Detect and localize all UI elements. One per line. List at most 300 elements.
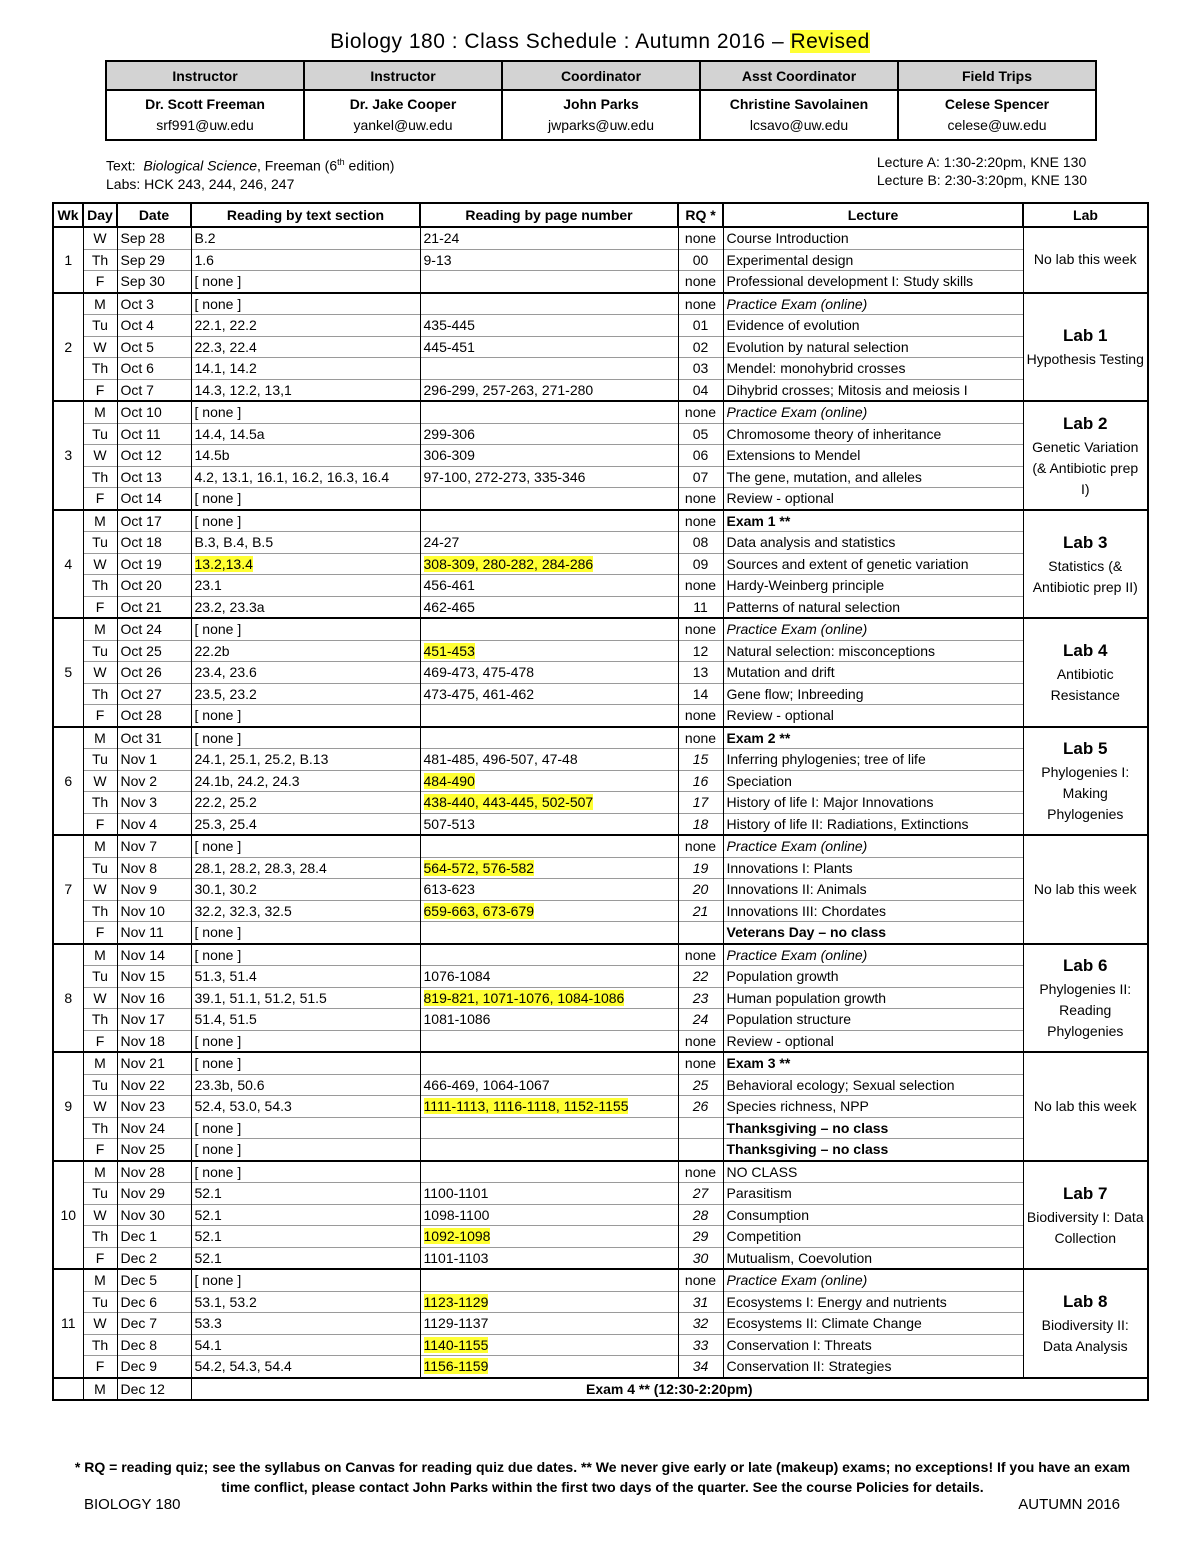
lecture-cell: Review - optional: [723, 705, 1023, 727]
day-cell: M: [83, 1052, 117, 1074]
page-number-cell: [420, 445, 678, 467]
text-section: [ none ]: [194, 838, 242, 855]
lecture-cell: Practice Exam (online): [723, 401, 1023, 423]
date-cell: Oct 11: [117, 423, 191, 445]
page-number-cell: [420, 900, 678, 922]
table-row: [53, 271, 1148, 293]
lecture-cell: Review - optional: [723, 488, 1023, 510]
lab-description: No lab this week: [1033, 251, 1137, 268]
page-number-cell: [420, 1313, 678, 1335]
lecture-cell: History of life I: Major Innovations: [723, 792, 1023, 814]
date-cell: Nov 8: [117, 857, 191, 879]
text-section: 23.3b, 50.6: [194, 1076, 265, 1093]
table-row: [53, 922, 1148, 944]
text-section-cell: [191, 683, 420, 705]
lab-cell: [1023, 1269, 1148, 1378]
text-section-cell: [191, 792, 420, 814]
lecture-cell: Speciation: [723, 770, 1023, 792]
page-numbers: 481-485, 496-507, 47-48: [423, 751, 578, 768]
rq-cell: 09: [678, 553, 723, 575]
table-row: [53, 1247, 1148, 1269]
lecture-cell: Thanksgiving – no class: [723, 1139, 1023, 1161]
week-number: 9: [53, 1052, 83, 1161]
page-number-cell: [420, 1139, 678, 1161]
rq-cell: none: [678, 510, 723, 532]
text-section-cell: [191, 813, 420, 835]
date-cell: Dec 5: [117, 1269, 191, 1291]
day-cell: Th: [83, 683, 117, 705]
text-section-cell: [191, 227, 420, 249]
lecture-cell: Competition: [723, 1226, 1023, 1248]
lab-cell: [1023, 227, 1148, 293]
rq-cell: none: [678, 293, 723, 315]
date-cell: Dec 2: [117, 1247, 191, 1269]
date-cell: Oct 5: [117, 336, 191, 358]
textbook-line: [106, 153, 394, 175]
text-section-cell: [191, 1074, 420, 1096]
text-section-cell: [191, 1269, 420, 1291]
page-numbers: 1098-1100: [423, 1206, 490, 1223]
week-number: [53, 1378, 83, 1401]
rq-cell: 14: [678, 683, 723, 705]
table-row: [53, 1009, 1148, 1031]
text-section-cell: [191, 749, 420, 771]
text-section: [ none ]: [194, 924, 242, 941]
table-row: [53, 510, 1148, 532]
staff-email[interactable]: yankel@uw.edu: [353, 117, 453, 133]
rq-cell: 24: [678, 1009, 723, 1031]
date-cell: Oct 13: [117, 466, 191, 488]
text-section: 22.1, 22.2: [194, 317, 257, 334]
rq-cell: 05: [678, 423, 723, 445]
date-cell: Oct 6: [117, 358, 191, 380]
text-section: [ none ]: [194, 273, 242, 290]
rq-cell: none: [678, 727, 723, 749]
text-section-cell: [191, 510, 420, 532]
text-section: 24.1b, 24.2, 24.3: [194, 772, 300, 789]
date-cell: Dec 7: [117, 1313, 191, 1335]
text-section: 52.1: [194, 1228, 222, 1245]
text-section-cell: [191, 271, 420, 293]
page-numbers: 469-473, 475-478: [423, 664, 535, 681]
lab-description: Biodiversity I: Data Collection: [1026, 1208, 1144, 1246]
day-cell: Tu: [83, 857, 117, 879]
lecture-cell: Mendel: monohybrid crosses: [723, 358, 1023, 380]
rq-cell: 22: [678, 966, 723, 988]
day-cell: Th: [83, 1334, 117, 1356]
day-cell: M: [83, 1161, 117, 1183]
week-number: 6: [53, 727, 83, 836]
page-number-cell: [420, 379, 678, 401]
page-number-cell: [420, 575, 678, 597]
table-row: [53, 401, 1148, 423]
day-cell: M: [83, 293, 117, 315]
text-section-cell: [191, 857, 420, 879]
staff-name: Dr. Jake Cooper: [349, 96, 457, 112]
day-cell: M: [83, 727, 117, 749]
lecture-cell: Thanksgiving – no class: [723, 1117, 1023, 1139]
table-row: [53, 1096, 1148, 1118]
text-section: 1.6: [194, 251, 214, 268]
lecture-cell: Chromosome theory of inheritance: [723, 423, 1023, 445]
lecture-cell: Course Introduction: [723, 227, 1023, 249]
textbook-title: Biological Science: [143, 157, 257, 174]
table-row: [53, 1226, 1148, 1248]
rq-cell: 19: [678, 857, 723, 879]
page-number-cell: [420, 1356, 678, 1378]
page-numbers: 438-440, 443-445, 502-507: [423, 794, 594, 811]
table-row: [53, 683, 1148, 705]
text-section: 54.1: [194, 1336, 222, 1353]
text-section-cell: [191, 1096, 420, 1118]
title-text: Biology 180 : Class Schedule : Autumn 2016 –: [330, 30, 791, 53]
date-cell: Oct 28: [117, 705, 191, 727]
page-number-cell: [420, 401, 678, 423]
day-cell: Th: [83, 249, 117, 271]
text-section: 22.3, 22.4: [194, 338, 257, 355]
day-cell: M: [83, 618, 117, 640]
lecture-cell: The gene, mutation, and alleles: [723, 466, 1023, 488]
text-section-cell: [191, 944, 420, 966]
day-cell: F: [83, 488, 117, 510]
text-section: [ none ]: [194, 295, 242, 312]
date-cell: Sep 29: [117, 249, 191, 271]
day-cell: M: [83, 835, 117, 857]
page-numbers: 484-490: [423, 772, 475, 789]
day-cell: F: [83, 596, 117, 618]
lab-cell: [1023, 1161, 1148, 1270]
text-section: 52.1: [194, 1185, 222, 1202]
staff-name: John Parks: [563, 96, 639, 112]
day-cell: Tu: [83, 532, 117, 554]
date-cell: Dec 6: [117, 1291, 191, 1313]
date-cell: Nov 22: [117, 1074, 191, 1096]
lecture-cell: Exam 3 **: [723, 1052, 1023, 1074]
table-row: [53, 640, 1148, 662]
week-number: 5: [53, 618, 83, 727]
staff-email[interactable]: srf991@uw.edu: [156, 117, 254, 133]
table-row: [53, 966, 1148, 988]
page-numbers: 1076-1084: [423, 968, 491, 985]
text-section-cell: [191, 532, 420, 554]
rq-cell: [678, 1117, 723, 1139]
text-section: 14.1, 14.2: [194, 360, 257, 377]
table-row: [53, 1291, 1148, 1313]
table-row: [53, 1030, 1148, 1052]
table-row: [53, 792, 1148, 814]
page-number-cell: [420, 249, 678, 271]
lecture-cell: Inferring phylogenies; tree of life: [723, 749, 1023, 771]
table-row: [53, 749, 1148, 771]
date-cell: Oct 31: [117, 727, 191, 749]
lecture-cell: History of life II: Radiations, Extinctions: [723, 813, 1023, 835]
page-number-cell: [420, 596, 678, 618]
day-cell: W: [83, 662, 117, 684]
staff-name: Dr. Scott Freeman: [145, 96, 265, 112]
table-row: [53, 336, 1148, 358]
week-number: 3: [53, 401, 83, 510]
date-cell: Sep 30: [117, 271, 191, 293]
day-cell: F: [83, 379, 117, 401]
date-cell: Oct 25: [117, 640, 191, 662]
staff-name: Celese Spencer: [944, 96, 1050, 112]
lecture-b: Lecture B: 2:30-3:20pm, KNE 130: [876, 172, 1087, 188]
text-section: 53.1, 53.2: [194, 1293, 257, 1310]
day-cell: M: [83, 1378, 117, 1401]
table-row: [53, 618, 1148, 640]
lecture-cell: Dihybrid crosses; Mitosis and meiosis I: [723, 379, 1023, 401]
lecture-cell: Population structure: [723, 1009, 1023, 1031]
lab-title: Lab 3: [1063, 532, 1108, 552]
text-section: 13.2,13.4: [194, 555, 253, 572]
week-number: 11: [53, 1269, 83, 1378]
lab-description: Genetic Variation (& Antibiotic prep I): [1032, 438, 1139, 497]
final-exam-row: [53, 1378, 1148, 1401]
page-numbers: 466-469, 1064-1067: [423, 1076, 550, 1093]
rq-cell: none: [678, 401, 723, 423]
col-header: Reading by text section: [191, 203, 420, 227]
day-cell: Tu: [83, 1291, 117, 1313]
page-numbers: 1123-1129: [423, 1293, 489, 1310]
page-number-cell: [420, 1096, 678, 1118]
table-row: [53, 705, 1148, 727]
rq-cell: 29: [678, 1226, 723, 1248]
course-info: [106, 153, 394, 193]
col-header: Day: [83, 203, 117, 227]
page-numbers: 819-821, 1071-1076, 1084-1086: [423, 989, 625, 1006]
lab-cell: [1023, 727, 1148, 836]
page-number-cell: [420, 813, 678, 835]
date-cell: Oct 4: [117, 315, 191, 337]
table-row: [53, 1074, 1148, 1096]
lecture-cell: Innovations III: Chordates: [723, 900, 1023, 922]
day-cell: W: [83, 445, 117, 467]
lecture-cell: Practice Exam (online): [723, 835, 1023, 857]
page-number-cell: [420, 1183, 678, 1205]
date-cell: Oct 12: [117, 445, 191, 467]
lecture-cell: Sources and extent of genetic variation: [723, 553, 1023, 575]
date-cell: Oct 19: [117, 553, 191, 575]
page-number-cell: [420, 1052, 678, 1074]
date-cell: Oct 3: [117, 293, 191, 315]
rq-cell: 07: [678, 466, 723, 488]
date-cell: Nov 11: [117, 922, 191, 944]
rq-cell: 13: [678, 662, 723, 684]
table-row: [53, 1117, 1148, 1139]
lecture-cell: Innovations I: Plants: [723, 857, 1023, 879]
table-row: [53, 835, 1148, 857]
col-header: Date: [117, 203, 191, 227]
lecture-cell: Population growth: [723, 966, 1023, 988]
col-header: Lecture: [723, 203, 1023, 227]
day-cell: F: [83, 922, 117, 944]
page-number-cell: [420, 532, 678, 554]
date-cell: Nov 28: [117, 1161, 191, 1183]
day-cell: F: [83, 1356, 117, 1378]
text-section-cell: [191, 1356, 420, 1378]
page-numbers: 1140-1155: [423, 1336, 489, 1353]
week-number: 4: [53, 510, 83, 619]
rq-cell: 15: [678, 749, 723, 771]
day-cell: Th: [83, 575, 117, 597]
text-section: [ none ]: [194, 946, 242, 963]
revised-badge: Revised: [790, 30, 870, 53]
page-number-cell: [420, 510, 678, 532]
text-section-cell: [191, 1030, 420, 1052]
rq-cell: 20: [678, 879, 723, 901]
rq-cell: 03: [678, 358, 723, 380]
page-numbers: 659-663, 673-679: [423, 902, 535, 919]
date-cell: Oct 14: [117, 488, 191, 510]
staff-email[interactable]: celese@uw.edu: [947, 117, 1047, 133]
page-number-cell: [420, 1009, 678, 1031]
text-section: [ none ]: [194, 1032, 242, 1049]
date-cell: Oct 20: [117, 575, 191, 597]
lab-title: Lab 8: [1063, 1292, 1108, 1312]
text-section: 53.3: [194, 1315, 222, 1332]
text-section-cell: [191, 727, 420, 749]
day-cell: W: [83, 227, 117, 249]
footer-course: BIOLOGY 180: [84, 1496, 181, 1513]
rq-cell: 18: [678, 813, 723, 835]
lecture-a: Lecture A: 1:30-2:20pm, KNE 130: [876, 154, 1087, 170]
page-numbers: 435-445: [423, 317, 475, 334]
rq-cell: none: [678, 705, 723, 727]
staff-cell: [700, 90, 898, 140]
rq-cell: 00: [678, 249, 723, 271]
lab-description: No lab this week: [1033, 880, 1137, 897]
lab-title: Lab 2: [1063, 413, 1108, 433]
lecture-cell: Parasitism: [723, 1183, 1023, 1205]
text-section-cell: [191, 575, 420, 597]
day-cell: M: [83, 401, 117, 423]
lecture-cell: NO CLASS: [723, 1161, 1023, 1183]
lecture-cell: Conservation I: Threats: [723, 1334, 1023, 1356]
rq-cell: none: [678, 1161, 723, 1183]
lab-title: Lab 5: [1063, 739, 1108, 759]
page-numbers: 1129-1137: [423, 1315, 489, 1332]
week-number: 2: [53, 293, 83, 402]
staff-email[interactable]: jwparks@uw.edu: [547, 117, 655, 133]
week-number: 8: [53, 944, 83, 1053]
text-section-cell: [191, 466, 420, 488]
footnote: * RQ = reading quiz; see the syllabus on Canvas for reading quiz due dates. ** We never give early or late (makeup) exams; no exceptions! If you have an exam time conflict, please contact John Parks within the first two days of the quarter. See the course Policies for details.: [74, 1459, 1131, 1495]
day-cell: F: [83, 1139, 117, 1161]
rq-cell: 01: [678, 315, 723, 337]
rq-cell: 23: [678, 987, 723, 1009]
table-row: [53, 900, 1148, 922]
page-numbers: 1092-1098: [423, 1228, 491, 1245]
day-cell: Th: [83, 1117, 117, 1139]
text-section-cell: [191, 922, 420, 944]
page-numbers: 473-475, 461-462: [423, 685, 535, 702]
page-number-cell: [420, 553, 678, 575]
lab-description: No lab this week: [1033, 1097, 1137, 1114]
page-number-cell: [420, 271, 678, 293]
text-section-cell: [191, 1313, 420, 1335]
col-header: RQ *: [678, 203, 723, 227]
page-number-cell: [420, 488, 678, 510]
rq-cell: 25: [678, 1074, 723, 1096]
text-section-cell: [191, 1204, 420, 1226]
date-cell: Nov 25: [117, 1139, 191, 1161]
text-section: [ none ]: [194, 1141, 242, 1158]
day-cell: W: [83, 553, 117, 575]
table-row: [53, 358, 1148, 380]
page-number-cell: [420, 922, 678, 944]
table-row: [53, 727, 1148, 749]
text-section-cell: [191, 1139, 420, 1161]
rq-cell: 34: [678, 1356, 723, 1378]
date-cell: Oct 10: [117, 401, 191, 423]
page-number-cell: [420, 662, 678, 684]
text-section-cell: [191, 1226, 420, 1248]
page-number-cell: [420, 640, 678, 662]
rq-cell: 33: [678, 1334, 723, 1356]
page-numbers: 9-13: [423, 251, 452, 268]
table-row: [53, 1052, 1148, 1074]
text-section: 14.3, 12.2, 13,1: [194, 381, 292, 398]
day-cell: M: [83, 1269, 117, 1291]
page-number-cell: [420, 423, 678, 445]
page-numbers: 1111-1113, 1116-1118, 1152-1155: [423, 1098, 629, 1115]
page-numbers: 451-453: [423, 642, 475, 659]
date-cell: Oct 24: [117, 618, 191, 640]
table-row: [53, 1139, 1148, 1161]
page-number-cell: [420, 987, 678, 1009]
text-section-cell: [191, 315, 420, 337]
textbook-label: Text:: [106, 157, 136, 174]
lecture-cell: Consumption: [723, 1204, 1023, 1226]
day-cell: F: [83, 1247, 117, 1269]
rq-cell: 08: [678, 532, 723, 554]
text-section-cell: [191, 879, 420, 901]
lecture-cell: Evidence of evolution: [723, 315, 1023, 337]
staff-email[interactable]: lcsavo@uw.edu: [749, 117, 849, 133]
date-cell: Oct 17: [117, 510, 191, 532]
staff-cell: [502, 90, 700, 140]
rq-cell: 12: [678, 640, 723, 662]
text-section: 52.1: [194, 1206, 222, 1223]
lab-description: Phylogenies II: Reading Phylogenies: [1039, 981, 1132, 1040]
table-row: [53, 1356, 1148, 1378]
page-number-cell: [420, 358, 678, 380]
day-cell: Tu: [83, 749, 117, 771]
date-cell: Nov 23: [117, 1096, 191, 1118]
col-header: Lab: [1023, 203, 1148, 227]
staff-cell: [106, 90, 304, 140]
text-section-cell: [191, 401, 420, 423]
text-section-cell: [191, 770, 420, 792]
page-numbers: 456-461: [423, 577, 475, 594]
table-row: [53, 857, 1148, 879]
day-cell: Th: [83, 466, 117, 488]
text-section-cell: [191, 835, 420, 857]
table-row: [53, 813, 1148, 835]
rq-cell: none: [678, 618, 723, 640]
textbook-author: , Freeman (6: [256, 157, 338, 174]
day-cell: W: [83, 1096, 117, 1118]
page-number-cell: [420, 315, 678, 337]
table-row: [53, 575, 1148, 597]
rq-cell: none: [678, 575, 723, 597]
staff-role: Instructor: [304, 61, 502, 90]
date-cell: Nov 17: [117, 1009, 191, 1031]
text-section: 52.1: [194, 1249, 222, 1266]
rq-cell: [678, 922, 723, 944]
date-cell: Nov 18: [117, 1030, 191, 1052]
day-cell: W: [83, 879, 117, 901]
